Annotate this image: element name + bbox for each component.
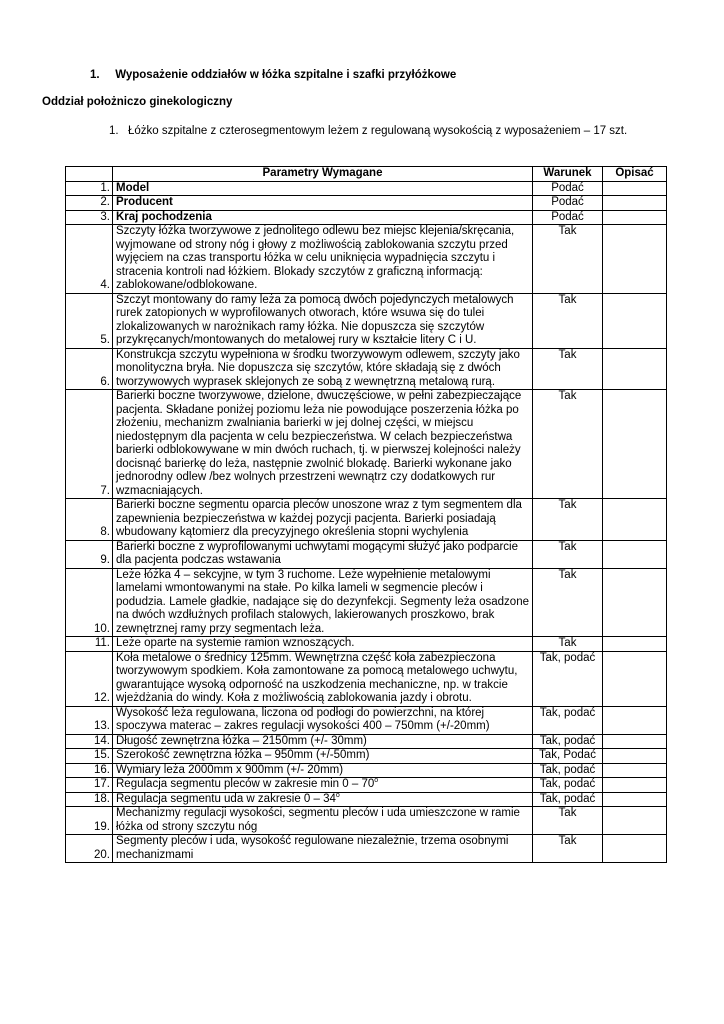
row-parameter-text: Wymiary leża 2000mm x 900mm (+/- 20mm) [116, 763, 344, 776]
header-condition: Warunek [533, 167, 603, 182]
row-parameter-text: Wysokość leża regulowana, liczona od podłogi do powierzchni, na której spoczywa materac – zakres regulacji wysokości 400 – 750mm (+/-20mm) [116, 706, 490, 732]
row-describe-cell[interactable] [603, 499, 667, 541]
row-number: 10. [66, 568, 113, 637]
row-parameter [113, 778, 533, 793]
row-condition: Tak [533, 540, 603, 568]
row-describe-cell[interactable] [603, 749, 667, 764]
row-parameter-text: Barierki boczne tworzywowe, dzielone, dwuczęściowe, w pełni zabezpieczające pacjenta. Składane poniżej poziomu leża nie powodujące poszerzenia łóżka po złożeniu, mechanizm zwalniania barierki w jej dolnej części, w miejscu niedostępnym dla pacjenta w celu bezpieczeństwa. W celach bezpieczeństwa barierki odblokowywane w min dwóch ruchach, tj. w pierwszej kolejności należy docisnąć barierkę do leża, następnie zwolnić blokadę. Barierki wykonane jako jednorodny odlew /bez wolnych przestrzeni wewnątrz czy dodatkowych rur wzmacniających. [116, 390, 522, 497]
row-condition: Tak, podać [533, 734, 603, 749]
table-row [66, 390, 667, 499]
row-number: 6. [66, 348, 113, 390]
row-parameter [113, 499, 533, 541]
row-describe-cell[interactable] [603, 348, 667, 390]
row-describe-cell[interactable] [603, 181, 667, 196]
row-number: 12. [66, 651, 113, 706]
row-parameter [113, 181, 533, 196]
row-number: 16. [66, 763, 113, 778]
row-parameter [113, 293, 533, 348]
row-parameter [113, 540, 533, 568]
row-describe-cell[interactable] [603, 293, 667, 348]
row-parameter-text: Konstrukcja szczytu wypełniona w środku tworzywowym odlewem, szczyty jako monolityczna bryła. Nie dopuszcza się szczytów, które składają się z dwóch tworzywowych wyprasek sklejonych ze sobą z wewnętrzną metalową rurą. [116, 348, 520, 388]
table-row [66, 778, 667, 793]
row-parameter [113, 637, 533, 652]
row-describe-cell[interactable] [603, 807, 667, 835]
table-row [66, 210, 667, 225]
row-describe-cell[interactable] [603, 706, 667, 734]
table-row [66, 835, 667, 863]
degree-mark: o [374, 777, 379, 785]
row-describe-cell[interactable] [603, 792, 667, 807]
row-number: 11. [66, 637, 113, 652]
row-describe-cell[interactable] [603, 210, 667, 225]
row-condition: Tak [533, 637, 603, 652]
row-parameter-text: Regulacja segmentu pleców w zakresie min 0 – 70 [116, 778, 375, 790]
table-row [66, 637, 667, 652]
row-condition: Tak [533, 225, 603, 294]
row-number: 3. [66, 210, 113, 225]
item-text: Łóżko szpitalne z czterosegmentowym leżem z regulowaną wysokością z wyposażeniem – 17 szt. [128, 125, 628, 137]
row-parameter [113, 210, 533, 225]
row-number: 17. [66, 778, 113, 793]
row-number: 8. [66, 499, 113, 541]
header-describe: Opisać [603, 167, 667, 182]
row-condition: Podać [533, 181, 603, 196]
row-condition: Tak [533, 499, 603, 541]
row-condition: Podać [533, 196, 603, 211]
row-describe-cell[interactable] [603, 835, 667, 863]
row-parameter-text: Długość zewnętrzna łóżka – 2150mm (+/- 30mm) [116, 734, 367, 747]
row-number: 4. [66, 225, 113, 294]
row-parameter-text: Koła metalowe o średnicy 125mm. Wewnętrzna część koła zabezpieczona tworzywowym spodkiem. Koła zamontowane za pomocą metalowego uchwytu, gwarantujące wysoką odporność na uszkodzenia mechaniczne, np. w trakcie wjeżdżania do windy. Koła z możliwością zablokowania jazdy i obrotu. [116, 651, 518, 704]
parameters-table [65, 166, 667, 863]
row-parameter-text: Barierki boczne z wyprofilowanymi uchwytami mogącymi służyć jako podparcie dla pacjenta podczas wstawania [116, 540, 519, 566]
row-condition: Tak, Podać [533, 749, 603, 764]
header-number [66, 167, 113, 182]
table-row [66, 763, 667, 778]
table-row [66, 348, 667, 390]
row-parameter-text: Szerokość zewnętrzna łóżka – 950mm (+/-50mm) [116, 749, 370, 761]
table-row [66, 792, 667, 807]
row-parameter-text: Producent [116, 196, 173, 208]
row-parameter [113, 749, 533, 764]
row-number: 14. [66, 734, 113, 749]
table-row [66, 540, 667, 568]
row-parameter [113, 835, 533, 863]
table-row [66, 499, 667, 541]
row-condition: Tak [533, 348, 603, 390]
row-parameter [113, 706, 533, 734]
row-parameter-text: Szczyty łóżka tworzywowe z jednolitego odlewu bez miejsc klejenia/skręcania, wyjmowane od strony nóg i głowy z możliwością zablokowania szczytu przed wyjęciem na czas transportu łóżka w celu uniknięcia wypadnięcia szczytu i stracenia kontroli nad łóżkiem. Blokady szczytów z graficzną informacją: zablokowane/odblokowane. [116, 225, 515, 291]
row-number: 1. [66, 181, 113, 196]
section-heading [90, 69, 456, 81]
row-number: 5. [66, 293, 113, 348]
row-condition: Tak [533, 835, 603, 863]
row-describe-cell[interactable] [603, 568, 667, 637]
row-number: 7. [66, 390, 113, 499]
table-row [66, 293, 667, 348]
row-parameter-text: Szczyt montowany do ramy leża za pomocą dwóch pojedynczych metalowych rurek zatopionych w wyprofilowanych otworach, które wsuwa się do tulei zlokalizowanych w narożnikach ramy łóżka. Nie dopuszcza się szczytów przykręcanych/montowanych do metalowej rury w kształcie litery C i U. [116, 293, 514, 346]
table-row [66, 749, 667, 764]
table-row [66, 196, 667, 211]
header-params: Parametry Wymagane [113, 167, 533, 182]
row-parameter [113, 807, 533, 835]
row-condition: Tak, podać [533, 763, 603, 778]
row-parameter [113, 792, 533, 807]
row-parameter-text: Leże łóżka 4 – sekcyjne, w tym 3 ruchome. Leże wypełnienie metalowymi lamelami wmontowanymi na stałe. Po kilka lameli w segmencie pleców i podudzia. Lamele gładkie, nadające się do dezynfekcji. Segmenty leża osadzone na dwóch wzdłużnych profilach stalowych, lakierowanych proszkowo, brak zewnętrznej ramy przy segmentach leża. [116, 568, 529, 635]
table-row [66, 706, 667, 734]
row-condition: Tak [533, 807, 603, 835]
row-condition: Tak [533, 293, 603, 348]
row-parameter-text: Kraj pochodzenia [116, 210, 212, 223]
item-description [109, 124, 649, 138]
row-number: 20. [66, 835, 113, 863]
row-parameter [113, 348, 533, 390]
row-condition: Tak, podać [533, 792, 603, 807]
row-parameter-text: Segmenty pleców i uda, wysokość regulowane niezależnie, trzema osobnymi mechanizmami [116, 835, 509, 861]
row-condition: Tak, podać [533, 651, 603, 706]
row-parameter [113, 734, 533, 749]
table-row [66, 807, 667, 835]
row-number: 19. [66, 807, 113, 835]
row-condition: Podać [533, 210, 603, 225]
row-parameter [113, 390, 533, 499]
row-describe-cell[interactable] [603, 390, 667, 499]
row-parameter-text: Regulacja segmentu uda w zakresie 0 – 34 [116, 792, 336, 805]
heading-title: Wyposażenie oddziałów w łóżka szpitalne i szafki przyłóżkowe [115, 69, 457, 81]
row-number: 9. [66, 540, 113, 568]
degree-mark: o [335, 791, 340, 799]
row-describe-cell[interactable] [603, 734, 667, 749]
row-describe-cell[interactable] [603, 196, 667, 211]
row-parameter [113, 651, 533, 706]
row-number: 2. [66, 196, 113, 211]
table-row [66, 181, 667, 196]
row-parameter [113, 225, 533, 294]
row-parameter-text: Model [116, 181, 150, 194]
row-parameter [113, 763, 533, 778]
row-describe-cell[interactable] [603, 651, 667, 706]
item-number: 1. [109, 125, 119, 137]
row-number: 15. [66, 749, 113, 764]
row-parameter-text: Barierki boczne segmentu oparcia pleców unoszone wraz z tym segmentem dla zapewnienia bezpieczeństwa w każdej pozycji pacjenta. Barierki posiadają wbudowany kątomierz dla precyzyjnego określenia stopni wychylenia [116, 499, 522, 538]
table-row [66, 651, 667, 706]
table-row [66, 568, 667, 637]
row-number: 13. [66, 706, 113, 734]
table-row [66, 734, 667, 749]
table-row [66, 225, 667, 294]
row-condition: Tak [533, 390, 603, 499]
row-condition: Tak, podać [533, 706, 603, 734]
row-parameter-text: Leże oparte na systemie ramion wznoszących. [116, 637, 355, 649]
row-parameter [113, 196, 533, 211]
row-describe-cell[interactable] [603, 763, 667, 778]
department-title: Oddział położniczo ginekologiczny [42, 96, 233, 108]
row-describe-cell[interactable] [603, 540, 667, 568]
row-parameter [113, 568, 533, 637]
row-condition: Tak [533, 568, 603, 637]
row-condition: Tak, podać [533, 778, 603, 793]
table-header-row [66, 167, 667, 182]
row-describe-cell[interactable] [603, 778, 667, 793]
heading-number: 1. [90, 69, 100, 81]
row-number: 18. [66, 792, 113, 807]
row-parameter-text: Mechanizmy regulacji wysokości, segmentu pleców i uda umieszczone w ramie łóżka od strony szczytu nóg [116, 807, 520, 833]
row-describe-cell[interactable] [603, 637, 667, 652]
row-describe-cell[interactable] [603, 225, 667, 294]
